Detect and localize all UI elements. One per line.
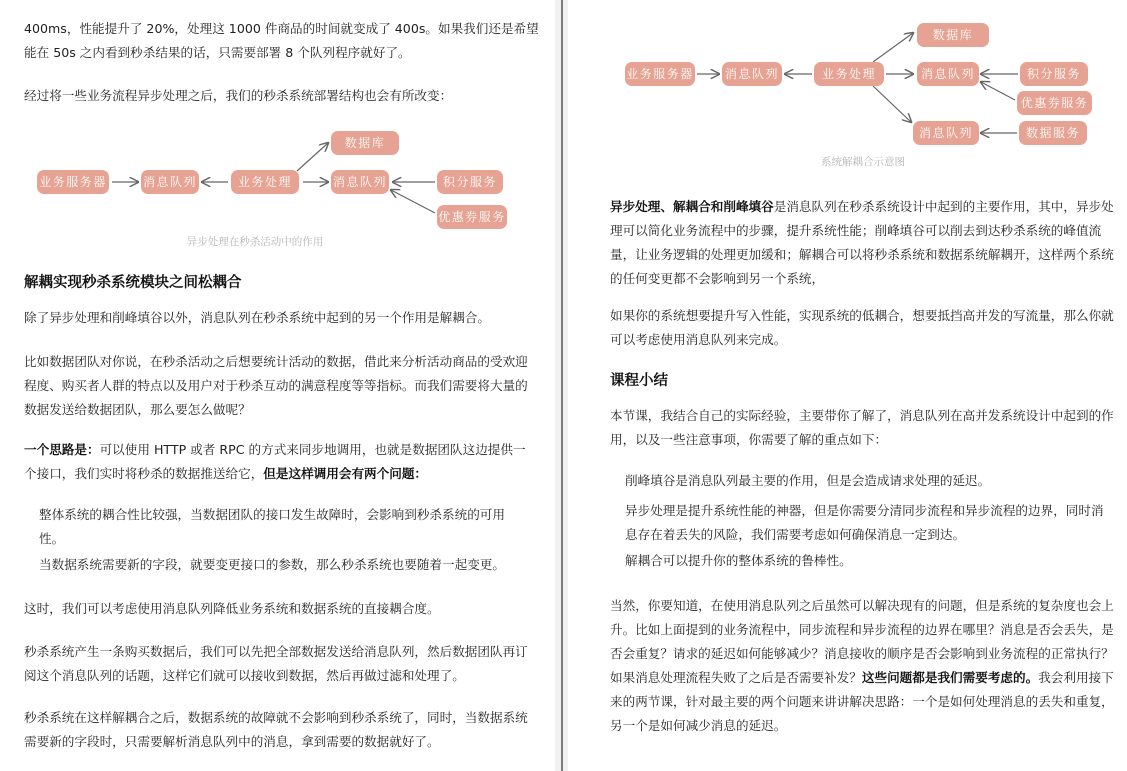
text-line: 用，以及一些注意事项，你需要了解的重点如下： xyxy=(610,432,888,447)
text-span: 是消息队列在秒杀系统设计中起到的主要作用，其中，异步处 xyxy=(773,199,1114,214)
text-span: 如果消息处理流程失败了之后是否需要补发？ xyxy=(610,670,862,685)
paragraph-data-team xyxy=(24,350,528,422)
left-page xyxy=(0,0,555,771)
box-coupon-service: 优惠券服务 xyxy=(1017,91,1092,115)
text-line: 理可以简化业务流程中的步骤，提升系统性能；削峰填谷可以削去到达秒杀系统的峰值流 xyxy=(610,223,1102,238)
bold-text: 异步处理、解耦合和削峰填谷 xyxy=(610,199,774,214)
paragraph-summary-roles xyxy=(610,195,1114,291)
text-line: 秒杀系统产生一条购买数据后，我们可以先把全部数据发送给消息队列，然后数据团队再订 xyxy=(24,644,528,659)
box-points-service: 积分服务 xyxy=(1020,62,1088,86)
bold-text: 这些问题都是我们需要考虑的。 xyxy=(861,670,1039,685)
paragraph-use-mq: 这时，我们可以考虑使用消息队列降低业务系统和数据系统的直接耦合度。 xyxy=(24,601,440,616)
text-line: 需要新的字段时，只需要解析消息队列中的消息，拿到需要的数据就好了。 xyxy=(24,734,440,749)
text-line: 另一个是如何减少消息的延迟。 xyxy=(610,718,787,733)
paragraph-subscribe xyxy=(24,640,528,688)
text-line: 当然，你要知道，在使用消息队列之后虽然可以解决现有的问题，但是系统的复杂度也会上 xyxy=(610,598,1114,613)
box-biz-process: 业务处理 xyxy=(231,170,299,194)
arrow-coupon-to-mq2 xyxy=(981,82,1015,100)
bullet-item xyxy=(625,499,1104,547)
box-database: 数据库 xyxy=(917,23,989,47)
box-coupon-service: 优惠券服务 xyxy=(437,205,507,229)
box-message-queue-3: 消息队列 xyxy=(913,121,979,145)
text-line: 如果你的系统想要提升写入性能，实现系统的低耦合，想要抵挡高并发的写流量，那么你就 xyxy=(610,308,1114,323)
text-line: 秒杀系统在这样解耦合之后，数据系统的故障就不会影响到秒杀系统了，同时，当数据系统 xyxy=(24,710,528,725)
section-heading: 课程小结 xyxy=(610,373,668,389)
text-span: 可以使用 HTTP 或者 RPC 的方式来同步地调用，也就是数据团队这边提供一 xyxy=(99,442,526,457)
text-line: 能在 50s 之内看到秒杀结果的话，只需要部署 8 个队列程序就好了。 xyxy=(24,45,411,60)
text-span: 我会利用接下 xyxy=(1038,670,1114,685)
arrow-coupon-to-mq2 xyxy=(391,190,435,213)
diagram-arrows xyxy=(568,0,1127,180)
box-message-queue: 消息队列 xyxy=(141,170,199,194)
text-line: 比如数据团队对你说，在秒杀活动之后想要统计活动的数据，借此来分析活动商品的受欢迎 xyxy=(24,354,528,369)
paragraph-lesson-intro xyxy=(610,404,1114,452)
text-line xyxy=(610,666,1114,690)
text-line xyxy=(24,438,526,462)
page-divider xyxy=(561,0,563,771)
bullet-item xyxy=(39,503,505,551)
text-line: 的任何变更都不会影响到另一个系统， xyxy=(610,271,825,286)
bullet-item: 削峰填谷是消息队列最主要的作用，但是会造成请求处理的延迟。 xyxy=(625,473,991,488)
text-line xyxy=(24,462,526,486)
paragraph-one-idea xyxy=(24,438,526,486)
arrow-proc-to-db xyxy=(873,33,913,62)
paragraph-write-performance xyxy=(610,304,1114,352)
diagram-caption: 异步处理在秒杀活动中的作用 xyxy=(186,236,324,248)
bullet-item: 当数据系统需要新的字段，就要变更接口的参数，那么秒杀系统也要随着一起变更。 xyxy=(39,557,505,572)
text-line: 整体系统的耦合性比较强，当数据团队的接口发生故障时，会影响到秒杀系统的可用 xyxy=(39,507,505,522)
text-line: 否会重复？请求的延迟如何能够减少？消息接收的顺序是否会影响到业务流程的正常执行？ xyxy=(610,646,1114,661)
text-line: 数据发送给数据团队，那么要怎么做呢？ xyxy=(24,402,251,417)
box-points-service: 积分服务 xyxy=(437,170,503,194)
text-line: 本节课，我结合自己的实际经验，主要带你了解了，消息队列在高并发系统设计中起到的作 xyxy=(610,408,1114,423)
bullet-item: 解耦合可以提升你的整体系统的鲁棒性。 xyxy=(625,553,852,568)
text-line: 息存在着丢失的风险，我们需要考虑如何确保消息一定到达。 xyxy=(625,527,966,542)
text-line: 异步处理是提升系统性能的神器，但是你需要分清同步流程和异步流程的边界，同时消 xyxy=(625,503,1104,518)
paragraph-deploy-change: 经过将一些业务流程异步处理之后，我们的秒杀系统部署结构也会有所改变： xyxy=(24,88,453,103)
text-line: 升。比如上面提到的业务流程中，同步流程和异步流程的边界在哪里？消息是否会丢失，是 xyxy=(610,622,1114,637)
paragraph-decoupling-intro: 除了异步处理和削峰填谷以外，消息队列在秒杀系统中起到的另一个作用是解耦合。 xyxy=(24,310,490,325)
paragraph-after-decouple xyxy=(24,706,528,754)
box-message-queue-2: 消息队列 xyxy=(331,170,389,194)
box-message-queue: 消息队列 xyxy=(722,62,782,86)
text-line: 性。 xyxy=(39,531,65,546)
box-database: 数据库 xyxy=(331,131,399,155)
text-line xyxy=(610,195,1114,219)
box-biz-server: 业务服务器 xyxy=(37,170,109,194)
text-line: 程度、购买者人群的特点以及用户对于秒杀互动的满意程度等等指标。而我们需要将大量的 xyxy=(24,378,528,393)
arrow-proc-to-mq3 xyxy=(873,86,911,122)
box-message-queue-2: 消息队列 xyxy=(917,62,979,86)
text-line: 400ms，性能提升了 20%，处理这 1000 件商品的时间就变成了 400s。如果我们还是希望 xyxy=(24,21,539,36)
text-line: 可以考虑使用消息队列来完成。 xyxy=(610,332,787,347)
paragraph-complexity xyxy=(610,594,1114,738)
diagram-caption: 系统解耦合示意图 xyxy=(821,156,905,168)
arrow-proc-to-db xyxy=(297,143,328,171)
bold-text: 但是这样调用会有两个问题： xyxy=(263,466,427,481)
right-page xyxy=(568,0,1127,771)
box-data-service: 数据服务 xyxy=(1019,121,1087,145)
text-line: 量，让业务逻辑的处理更加缓和；解耦合可以将秒杀系统和数据系统解耦开，这样两个系统 xyxy=(610,247,1114,262)
box-biz-process: 业务处理 xyxy=(814,62,884,86)
text-line: 来的两节课，针对最主要的两个问题来讲讲解决思路：一个是如何处理消息的丢失和重复， xyxy=(610,694,1114,709)
section-heading: 解耦实现秒杀系统模块之间松耦合 xyxy=(24,275,242,291)
text-line: 阅这个消息队列的话题，这样它们就可以接收到数据，然后再做过滤和处理了。 xyxy=(24,668,465,683)
bold-text: 一个思路是： xyxy=(24,442,100,457)
box-biz-server: 业务服务器 xyxy=(625,62,695,86)
text-span: 个接口，我们实时将秒杀的数据推送给它， xyxy=(24,466,264,481)
